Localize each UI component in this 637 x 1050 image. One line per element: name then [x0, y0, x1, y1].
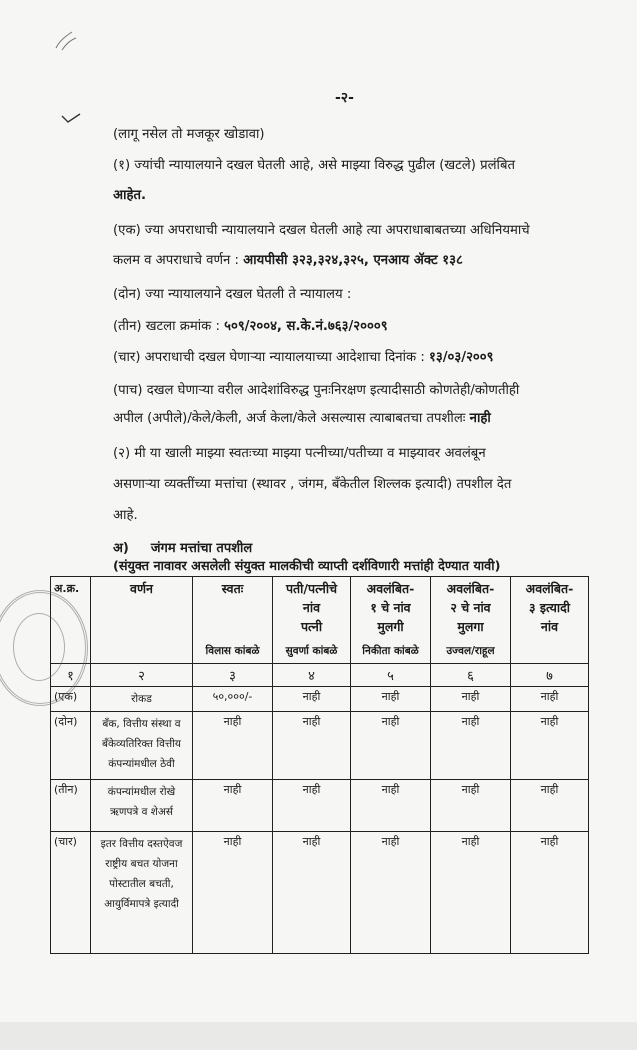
header-spouse-3: पत्नी	[300, 619, 323, 634]
item-char-label: (चार) अपराधाची दखल घेणाऱ्या न्यायालयाच्या आदेशाचा दिनांक :	[113, 350, 429, 365]
row-dep2: नाही	[431, 780, 511, 832]
col-number: ४	[273, 664, 351, 687]
item-ek-label: कलम व अपराधाचे वर्णन :	[113, 253, 244, 268]
header-dep1-3: मुलगी	[377, 619, 404, 634]
header-self	[193, 577, 273, 664]
row-desc: बँक, वित्तीय संस्था व बँकेव्यतिरिक्त वित्तीय कंपन्यांमधील ठेवी	[91, 712, 193, 780]
para-2-line-3: आहे.	[113, 508, 138, 523]
row-desc: रोकड	[91, 687, 193, 712]
item-pach-label: अपील (अपीले)/केले/केली, अर्ज केला/केले असल्यास त्याबाबतचा तपशीलः	[113, 411, 470, 426]
item-char	[113, 347, 494, 365]
para-1-line-1: (१) ज्यांची न्यायालयाने दखल घेतली आहे, असे माझ्या विरुद्ध पुढील (खटले) प्रलंबित	[113, 158, 515, 173]
col-number: ७	[511, 664, 589, 687]
section-subtitle: (संयुक्त नावावर असलेली संयुक्त मालकीची व्याप्ती दर्शविणारी मत्तांही देण्यात यावी)	[113, 559, 501, 574]
header-dep2-name: उज्वल/राहूल	[446, 645, 495, 657]
item-teen-label: (तीन) खटला क्रमांक :	[113, 319, 225, 334]
header-dep3-1: अवलंबित-	[525, 581, 574, 596]
para-2-line-2: असणाऱ्या व्यक्तींच्या मत्तांचा (स्थावर , जंगम, बँकेतील शिल्लक इत्यादी) तपशील देत	[113, 477, 512, 492]
row-dep1: नाही	[351, 780, 431, 832]
item-ek-value: आयपीसी ३२३,३२४,३२५, एनआय ॲक्ट १३८	[243, 253, 463, 268]
item-pach-value: नाही	[469, 411, 491, 426]
header-dep1	[351, 577, 431, 664]
row-dep3: नाही	[511, 832, 589, 954]
col-number: ३	[193, 664, 273, 687]
header-dep2-1: अवलंबित-	[446, 581, 495, 596]
table-header-row	[51, 577, 589, 664]
movable-assets-table	[50, 576, 589, 954]
row-dep2: नाही	[431, 687, 511, 712]
row-dep3: नाही	[511, 780, 589, 832]
header-self-label: स्वतः	[221, 581, 244, 596]
item-teen-value: ५०९/२००४, स.के.नं.७६३/२०००९	[224, 319, 388, 334]
item-ek-line-2	[113, 250, 463, 268]
row-sr: (तीन)	[51, 780, 91, 832]
row-desc: कंपन्यांमधील रोखे ऋणपत्रे व शेअर्स	[91, 780, 193, 832]
row-sr: (एक)	[51, 687, 91, 712]
item-ek-line-1: (एक) ज्या अपराधाची न्यायालयाने दखल घेतली आहे त्या अपराधाबाबतच्या अधिनियमाचे	[113, 223, 530, 238]
para-2-line-1: (२) मी या खाली माझ्या स्वतःच्या माझ्या पत्नीच्या/पतीच्या व माझ्यावर अवलंबून	[113, 446, 486, 461]
header-desc: वर्णन	[91, 577, 193, 664]
header-self-name: विलास कांबळे	[205, 645, 260, 657]
row-self: ५०,०००/-	[193, 687, 273, 712]
section-title: जंगम मत्तांचा तपशील	[150, 541, 253, 556]
header-spouse-2: नांव	[302, 600, 321, 615]
header-dep2-2: २ चे नांव	[450, 600, 491, 615]
item-pach-line-2	[113, 408, 491, 426]
strike-note: (लागू नसेल तो मजकूर खोडावा)	[113, 127, 265, 142]
header-spouse	[273, 577, 351, 664]
item-don: (दोन) ज्या न्यायालयाने दखल घेतली ते न्यायालय :	[113, 287, 352, 302]
table-row	[51, 780, 589, 832]
row-spouse: नाही	[273, 712, 351, 780]
col-number: १	[51, 664, 91, 687]
row-spouse: नाही	[273, 832, 351, 954]
section-heading	[113, 538, 274, 556]
item-char-value: १३/०३/२००९	[429, 350, 494, 365]
table-row	[51, 712, 589, 780]
row-self: नाही	[193, 712, 273, 780]
scan-bottom-edge	[0, 1022, 637, 1050]
header-dep3-2: ३ इत्यादी	[529, 600, 570, 615]
row-dep2: नाही	[431, 712, 511, 780]
row-dep1: नाही	[351, 712, 431, 780]
row-self: नाही	[193, 832, 273, 954]
col-number: ६	[431, 664, 511, 687]
row-dep3: नाही	[511, 687, 589, 712]
row-sr: (दोन)	[51, 712, 91, 780]
header-sr: अ.क्र.	[51, 577, 91, 664]
item-pach-line-1: (पाच) दखल घेणाऱ्या वरील आदेशांविरुद्ध पुनःनिरक्षण इत्यादीसाठी कोणतेही/कोणतीही	[113, 383, 520, 398]
header-dep1-name: निकीता कांबळे	[362, 645, 419, 657]
para-1-line-2: आहेत.	[113, 188, 147, 203]
row-self: नाही	[193, 780, 273, 832]
col-number: ५	[351, 664, 431, 687]
table-row	[51, 687, 589, 712]
table-row	[51, 832, 589, 954]
header-dep2	[431, 577, 511, 664]
column-number-row	[51, 664, 589, 687]
header-dep2-3: मुलगा	[457, 619, 484, 634]
page-number: -२-	[335, 90, 354, 106]
tick-mark	[60, 112, 82, 126]
item-teen	[113, 316, 388, 334]
header-spouse-1: पती/पत्नीचे	[285, 581, 338, 596]
header-dep1-2: १ चे नांव	[370, 600, 411, 615]
row-spouse: नाही	[273, 780, 351, 832]
header-spouse-name: सुवर्णा कांबळे	[285, 645, 338, 657]
header-dep1-1: अवलंबित-	[366, 581, 415, 596]
official-seal-inner-ring	[13, 613, 65, 681]
row-dep3: नाही	[511, 712, 589, 780]
row-sr: (चार)	[51, 832, 91, 954]
row-desc: इतर वित्तीय दस्तऐवज राष्ट्रीय बचत योजना पोस्टातील बचती, आयुर्विमापत्रे इत्यादी	[91, 832, 193, 954]
row-dep2: नाही	[431, 832, 511, 954]
section-marker: अ)	[113, 541, 129, 556]
handwritten-mark	[52, 28, 82, 58]
col-number: २	[91, 664, 193, 687]
row-spouse: नाही	[273, 687, 351, 712]
header-dep3-3: नांव	[540, 619, 559, 634]
row-dep1: नाही	[351, 687, 431, 712]
header-dep3	[511, 577, 589, 664]
row-dep1: नाही	[351, 832, 431, 954]
